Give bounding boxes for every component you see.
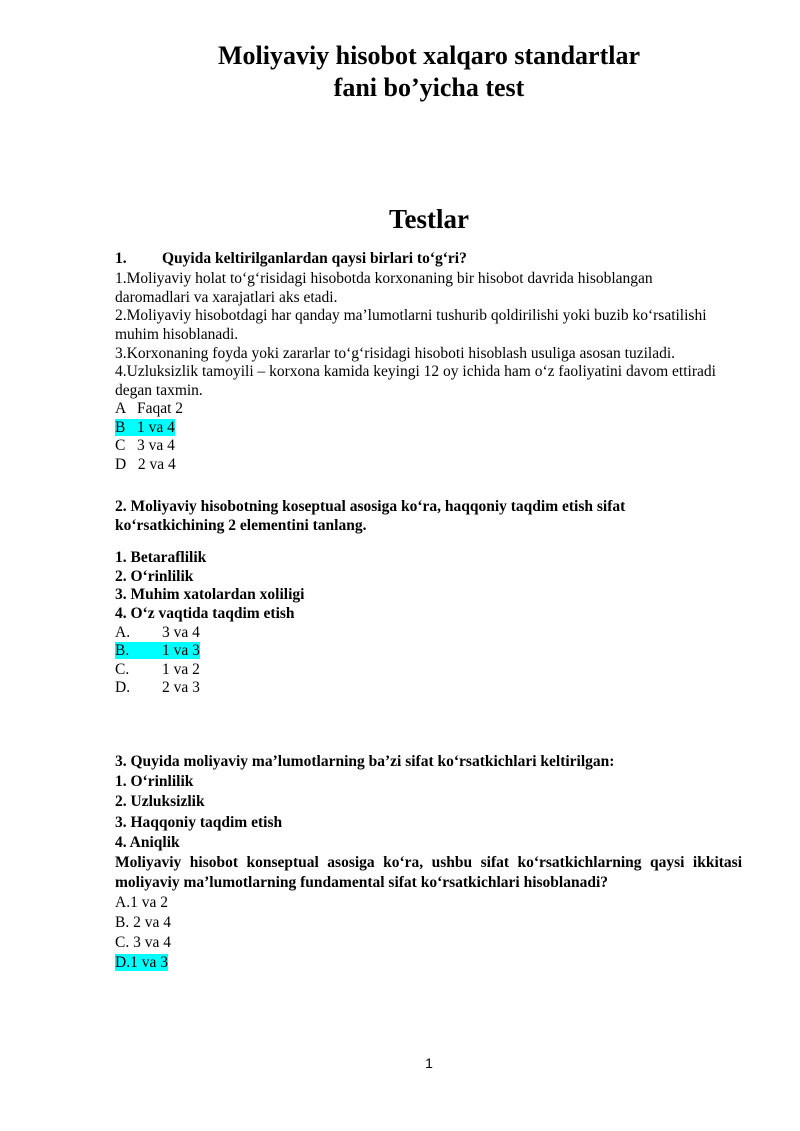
question-2-item: 1. Betaraflilik — [115, 549, 207, 566]
page-number: 1 — [425, 1055, 433, 1071]
question-3-question-line-2: moliyaviy ma’lumotlarning fundamental sifat ko‘rsatkichlari hisoblanadi? — [115, 874, 609, 891]
question-3-item: 1. O‘rinlilik — [115, 773, 194, 790]
option-letter: C. — [115, 661, 130, 678]
question-3-option-a: A.1 va 2 — [115, 894, 168, 911]
question-1-statement-line: 1.Moliyaviy holat to‘g‘risidagi hisobotda korxonaning bir hisobot davrida hisoblangan — [115, 270, 653, 287]
option-text: 1 va 3 — [162, 642, 200, 659]
question-1-statement-line: 4.Uzluksizlik tamoyili – korxona kamida keyingi 12 oy ichida ham o‘z faoliyatini davom ettiradi — [115, 363, 716, 380]
question-1-statement-line: 2.Moliyaviy hisobotdagi har qanday ma’lumotlarni tushurib qoldirilishi yoki buzib ko‘rsatilishi — [115, 307, 707, 324]
question-1-text: Quyida keltirilganlardan qaysi birlari to‘g‘ri? — [162, 250, 467, 267]
question-2-option-b-highlighted — [115, 642, 200, 661]
question-1-number: 1. — [115, 250, 127, 267]
question-3-item: 2. Uzluksizlik — [115, 793, 205, 810]
question-1-statement-line: degan taxmin. — [115, 382, 203, 399]
option-text: 2 va 3 — [162, 679, 200, 696]
question-1-statement-line: daromadlari va xarajatlari aks etadi. — [115, 289, 338, 306]
question-3-heading: 3. Quyida moliyaviy ma’lumotlarning ba’zi sifat ko‘rsatkichlari keltirilgan: — [115, 753, 615, 770]
question-3-question-line-1: Moliyaviy hisobot konseptual asosiga ko‘ra, ushbu sifat ko‘rsatkichlarning qaysi ikkitasi — [115, 854, 742, 871]
question-1-statement-line: muhim hisoblanadi. — [115, 326, 239, 343]
question-2-item: 2. O‘rinlilik — [115, 568, 194, 585]
question-2-heading-line-1: 2. Moliyaviy hisobotning koseptual asosiga ko‘ra, haqqoniy taqdim etish sifat — [115, 498, 626, 515]
question-3-option-c: C. 3 va 4 — [115, 934, 171, 951]
question-2-heading-line-2: ko‘rsatkichining 2 elementini tanlang. — [115, 517, 367, 534]
question-1-option-a: A Faqat 2 — [115, 400, 184, 417]
section-heading: Testlar — [389, 204, 469, 234]
question-1-statement-line: 3.Korxonaning foyda yoki zararlar to‘g‘risidagi hisoboti hisoblash usuliga asosan tuziladi. — [115, 345, 676, 362]
question-3-option-d-highlighted — [115, 954, 168, 973]
question-3-item: 4. Aniqlik — [115, 834, 180, 851]
document-title-line-2: fani bo’yicha test — [333, 73, 525, 102]
document-title-line-1: Moliyaviy hisobot xalqaro standartlar — [217, 41, 641, 70]
question-1-option-b-highlighted — [115, 419, 175, 438]
question-2-item: 3. Muhim xatolardan xoliligi — [115, 586, 305, 603]
question-1-heading — [115, 250, 467, 269]
option-text: 1 va 2 — [162, 661, 200, 678]
question-3-option-b: B. 2 va 4 — [115, 914, 171, 931]
option-letter: A. — [115, 624, 131, 641]
answer-highlight: D.1 va 3 — [115, 954, 168, 971]
option-letter: D. — [115, 679, 131, 696]
option-text: 3 va 4 — [162, 624, 200, 641]
question-1-option-d: D 2 va 4 — [115, 456, 176, 473]
answer-highlight — [115, 642, 200, 659]
answer-highlight: B 1 va 4 — [115, 419, 175, 436]
question-3-item: 3. Haqqoniy taqdim etish — [115, 814, 283, 831]
question-2-option-c — [115, 661, 200, 680]
option-letter: B. — [115, 642, 130, 659]
question-2-option-a — [115, 624, 200, 643]
question-1-option-c: C 3 va 4 — [115, 437, 175, 454]
question-2-item: 4. O‘z vaqtida taqdim etish — [115, 605, 295, 622]
question-2-option-d — [115, 679, 200, 698]
